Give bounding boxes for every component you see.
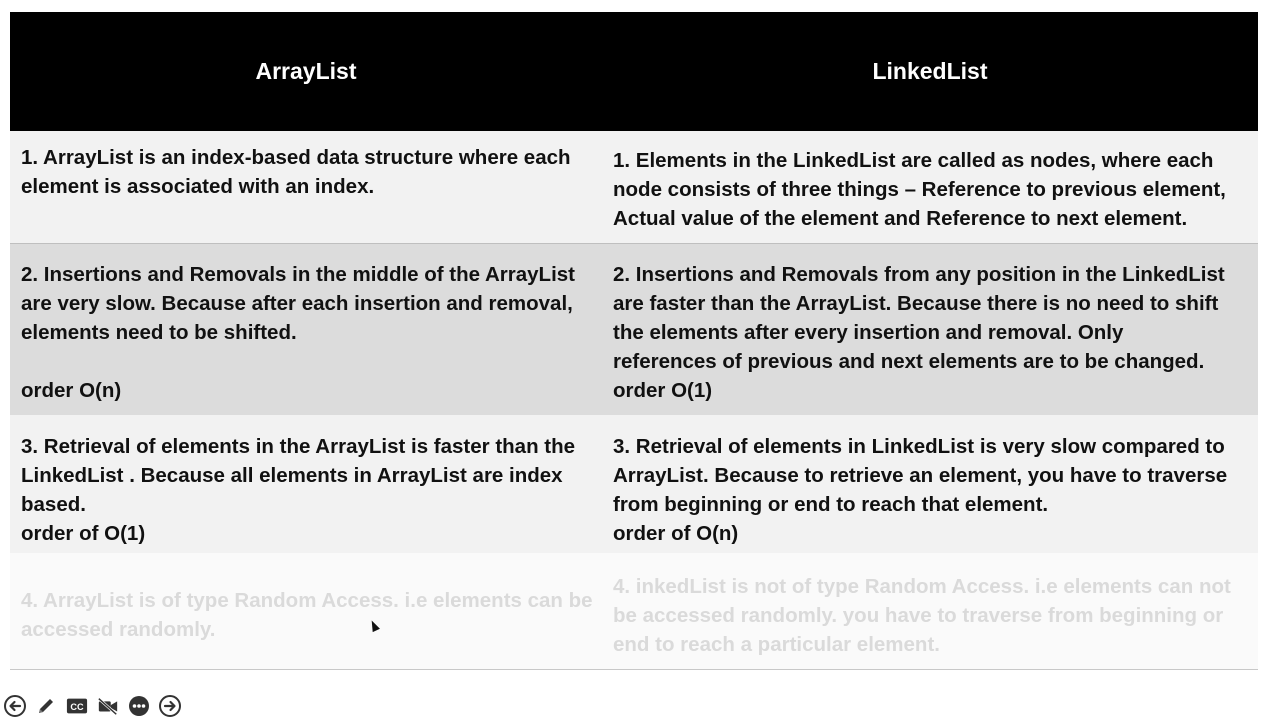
video-off-icon [97, 695, 119, 717]
header-arraylist: ArrayList [10, 12, 602, 131]
more-options-button[interactable] [128, 695, 150, 717]
next-slide-button[interactable] [159, 695, 181, 717]
closed-captions-button[interactable] [66, 695, 88, 717]
linkedlist-point-1: 1. Elements in the LinkedList are called as nodes, where each node consists of three things – Reference to previous element, Actual value of the element and Reference to next element. [602, 131, 1258, 243]
pen-icon [35, 695, 57, 717]
header-linkedlist: LinkedList [602, 12, 1258, 131]
arraylist-point-4: 4. ArrayList is of type Random Access. i.e elements can be accessed randomly. [10, 553, 602, 669]
pen-tool-button[interactable] [35, 695, 57, 717]
presenter-toolbar [4, 695, 181, 717]
comparison-table [10, 12, 1258, 670]
linkedlist-complexity-3: order of O(n) [613, 522, 739, 545]
linkedlist-point-3: 3. Retrieval of elements in LinkedList is very slow compared to ArrayList. Because to retrieve an element, you have to traverse from beginning or end to reach that element. order of O(n) [602, 415, 1258, 553]
cc-label: CC [70, 702, 84, 713]
table-row [10, 131, 1258, 243]
arraylist-point-3: 3. Retrieval of elements in the ArrayList is faster than the LinkedList . Because all elements in ArrayList are index based. order of O(1) [10, 415, 602, 553]
next-icon [159, 695, 181, 717]
table-row [10, 415, 1258, 553]
video-toggle-button[interactable] [97, 695, 119, 717]
previous-icon [4, 695, 26, 717]
linkedlist-point-2: 2. Insertions and Removals from any position in the LinkedList are faster than the ArrayList. Because there is no need to shift the elements after every insertion and removal. Only references of previous and next elements are to be changed. order O(1) [602, 243, 1258, 415]
table-row [10, 553, 1258, 669]
linkedlist-point-4: 4. inkedList is not of type Random Access. i.e elements can not be accessed randomly. you have to traverse from beginning or end to reach a particular element. [602, 553, 1258, 669]
linkedlist-complexity-2: order O(1) [613, 378, 713, 402]
closed-captions-icon [66, 695, 88, 717]
arraylist-complexity-2: order O(n) [21, 378, 122, 402]
table-row [10, 243, 1258, 415]
arraylist-complexity-3: order of O(1) [21, 522, 146, 545]
previous-slide-button[interactable] [4, 695, 26, 717]
arraylist-point-1: 1. ArrayList is an index-based data structure where each element is associated with an index. [10, 131, 602, 243]
arraylist-point-2: 2. Insertions and Removals in the middle of the ArrayList are very slow. Because after each insertion and removal, elements need to be shifted. order O(n) [10, 243, 602, 415]
more-icon [128, 695, 150, 717]
header-row [10, 12, 1258, 131]
